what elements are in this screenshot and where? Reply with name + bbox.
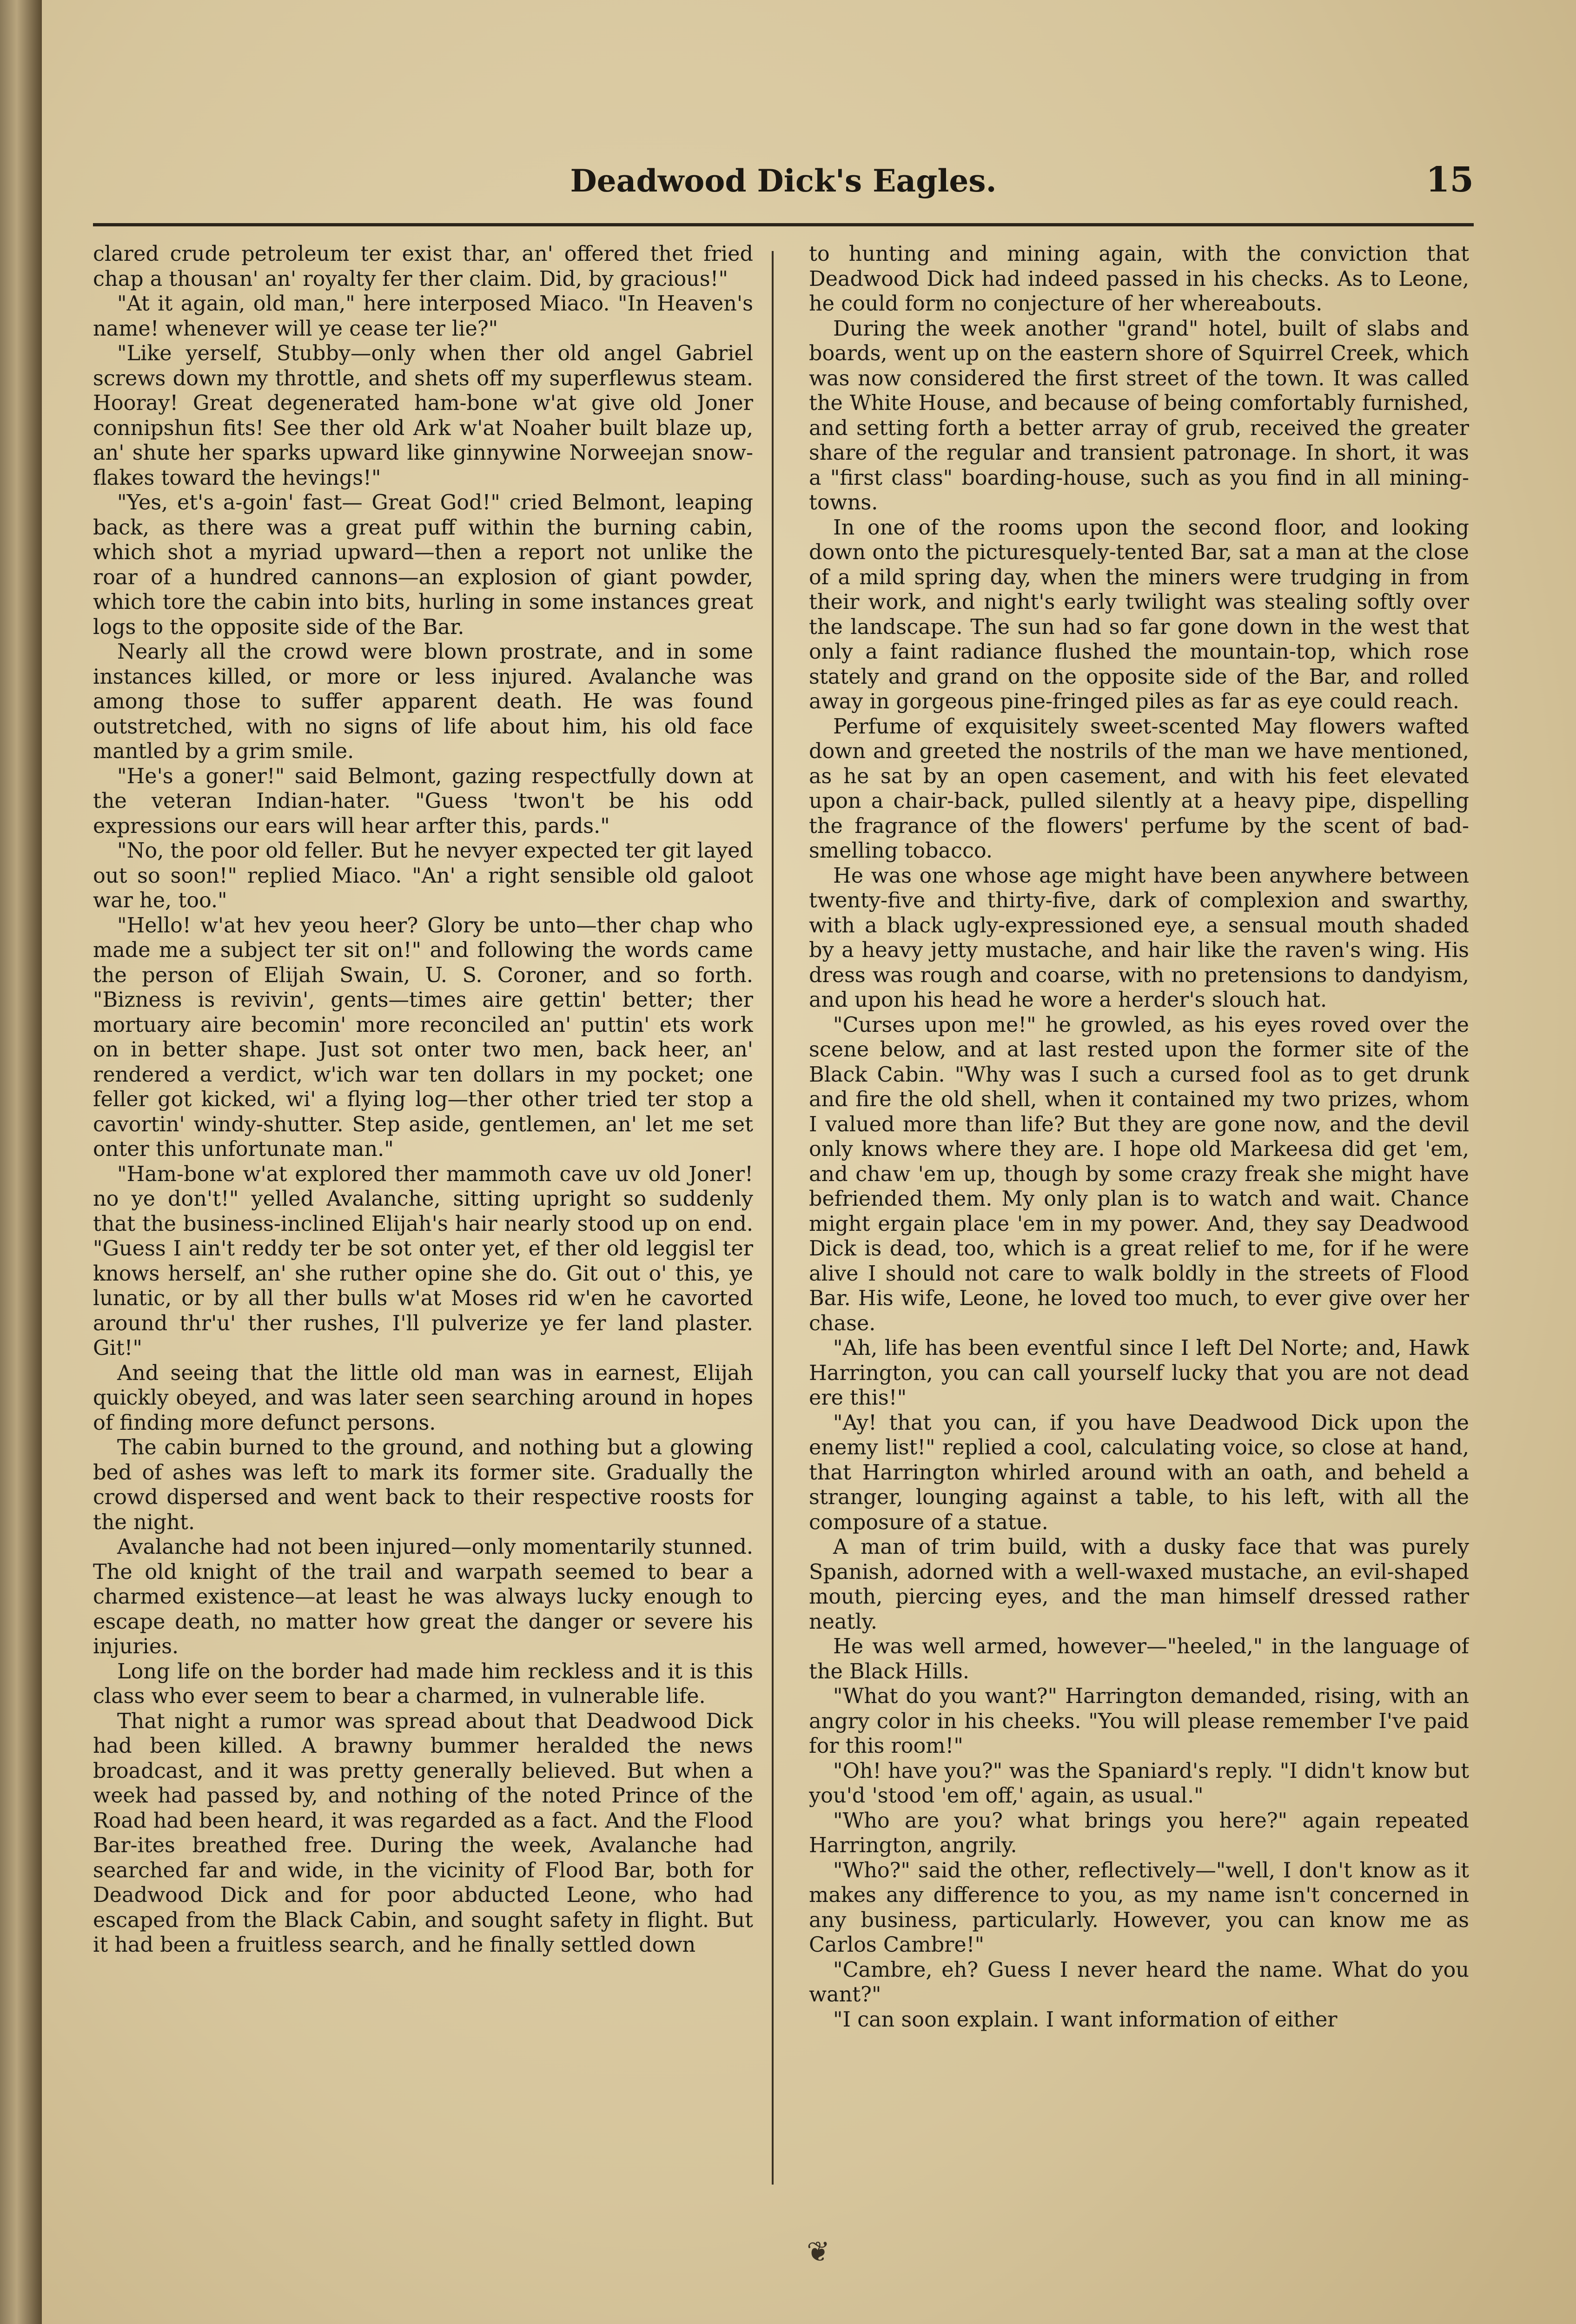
paragraph: The cabin burned to the ground, and nothing but a glowing bed of ashes was left to mark its former site. Gradually the crowd dispersed and went back to their respective roosts for the night. [93, 1436, 753, 1534]
paragraph: "Yes, et's a-goin' fast— Great God!" cried Belmont, leaping back, as there was a great puff within the burning cabin, which shot a myriad upward—then a report not unlike the roar of a hundred cannons—an explosion of giant powder, which tore the cabin into bits, hurling in some instances great logs to the opposite side of the Bar. [93, 491, 753, 639]
paragraph: "Cambre, eh? Guess I never heard the name. What do you want?" [809, 1958, 1469, 2007]
paragraph: "Curses upon me!" he growled, as his eyes roved over the scene below, and at last rested upon the former site of the Black Cabin. "Why was I such a cursed fool as to get drunk and fire the old shell, when it contained my two prizes, whom I valued more than life? But they are gone now, and the devil only knows where they are. I hope old Markeesa did get 'em, and chaw 'em up, though by some crazy freak she might have befriended them. My only plan is to watch and wait. Chance might ergain place 'em in my power. And, they say Deadwood Dick is dead, too, which is a great relief to me, for if he were alive I should not care to walk boldly in the streets of Flood Bar. His wife, Leone, he loved too much, to ever give over her chase. [809, 1013, 1469, 1335]
left-page-edge [0, 0, 42, 2324]
printer-ornament: ❦ [807, 2236, 830, 2268]
paragraph: "Ay! that you can, if you have Deadwood Dick upon the enemy list!" replied a cool, calculating voice, so close at hand, that Harrington whirled around with an oath, and beheld a stranger, lounging against a table, to his left, with all the composure of a statue. [809, 1411, 1469, 1534]
paragraph: to hunting and mining again, with the conviction that Deadwood Dick had indeed passed in his checks. As to Leone, he could form no conjecture of her whereabouts. [809, 242, 1469, 316]
paragraph: Long life on the border had made him reckless and it is this class who ever seem to bear a charmed, in vulnerable life. [93, 1659, 753, 1708]
paragraph: Avalanche had not been injured—only momentarily stunned. The old knight of the trail and warpath seemed to bear a charmed existence—at least he was always lucky enough to escape death, no matter how great the danger or severe his injuries. [93, 1535, 753, 1658]
paragraph: "Oh! have you?" was the Spaniard's reply. "I didn't know but you'd 'stood 'em off,' again, as usual." [809, 1759, 1469, 1808]
running-title: Deadwood Dick's Eagles. [570, 163, 997, 199]
paragraph: "Like yerself, Stubby—only when ther old angel Gabriel screws down my throttle, and shets off my superflewus steam. Hooray! Great degenerated ham-bone w'at give old Joner connipshun fits! See ther old Ark w'at Noaher built blaze up, an' shute her sparks upward like ginnywine Norweejan snow-flakes toward the hevings!" [93, 342, 753, 490]
paragraph: "At it again, old man," here interposed Miaco. "In Heaven's name! whenever will ye cease ter lie?" [93, 292, 753, 341]
paragraph: He was one whose age might have been anywhere between twenty-five and thirty-five, dark of complexion and swarthy, with a black ugly-expressioned eye, a sensual mouth shaded by a heavy jetty mustache, and hair like the raven's wing. His dress was rough and coarse, with no pretensions to dandyism, and upon his head he wore a herder's slouch hat. [809, 864, 1469, 1012]
paragraph: During the week another "grand" hotel, built of slabs and boards, went up on the eastern shore of Squirrel Creek, which was now considered the first street of the town. It was called the White House, and because of being comfortably furnished, and setting forth a better array of grub, received the greater share of the regular and transient patronage. In short, it was a "first class" boarding-house, such as you find in all mining-towns. [809, 317, 1469, 515]
page-number: 15 [1426, 160, 1474, 200]
paragraph: "Ah, life has been eventful since I left Del Norte; and, Hawk Harrington, you can call yourself lucky that you are not dead ere this!" [809, 1336, 1469, 1410]
magazine-page [42, 0, 1576, 2324]
paragraph: A man of trim build, with a dusky face that was purely Spanish, adorned with a well-waxed mustache, an evil-shaped mouth, piercing eyes, and the man himself dressed rather neatly. [809, 1535, 1469, 1634]
paragraph: clared crude petroleum ter exist thar, an' offered thet fried chap a thousan' an' royalty fer ther claim. Did, by gracious!" [93, 242, 753, 291]
paragraph: "Ham-bone w'at explored ther mammoth cave uv old Joner! no ye don't!" yelled Avalanche, sitting upright so suddenly that the business-inclined Elijah's hair nearly stood up on end. "Guess I ain't reddy ter be sot onter yet, ef ther old leggisl ter knows herself, an' she ruther opine she do. Git out o' this, ye lunatic, or by all ther bulls w'at Moses rid w'en he cavorted around thr'u' ther rushes, I'll pulverize ye fer land plaster. Git!" [93, 1162, 753, 1360]
right-column [809, 242, 1469, 2194]
paragraph: "He's a goner!" said Belmont, gazing respectfully down at the veteran Indian-hater. "Guess 'twon't be his odd expressions our ears will hear arfter this, pards." [93, 764, 753, 838]
header-rule [93, 223, 1474, 226]
paragraph: "Who are you? what brings you here?" again repeated Harrington, angrily. [809, 1809, 1469, 1857]
paragraph: And seeing that the little old man was in earnest, Elijah quickly obeyed, and was later seen searching around in hopes of finding more defunct persons. [93, 1361, 753, 1435]
paragraph: "No, the poor old feller. But he nevyer expected ter git layed out so soon!" replied Miaco. "An' a right sensible old galoot war he, too." [93, 839, 753, 912]
page-header [93, 153, 1474, 218]
paragraph: That night a rumor was spread about that Deadwood Dick had been killed. A brawny bummer heralded the news broadcast, and it was pretty generally believed. But when a week had passed by, and nothing of the noted Prince of the Road had been heard, it was regarded as a fact. And the Flood Bar-ites breathed free. During the week, Avalanche had searched far and wide, in the vicinity of Flood Bar, both for Deadwood Dick and for poor abducted Leone, who had escaped from the Black Cabin, and sought safety in flight. But it had been a fruitless search, and he finally settled down [93, 1709, 753, 1957]
paragraph: "Who?" said the other, reflectively—"well, I don't know as it makes any difference to you, as my name isn't concerned in any business, particularly. However, you can know me as Carlos Cambre!" [809, 1858, 1469, 1957]
paragraph: Perfume of exquisitely sweet-scented May flowers wafted down and greeted the nostrils of the man we have mentioned, as he sat by an open casement, and with his feet elevated upon a chair-back, pulled silently at a heavy pipe, dispelling the fragrance of the flowers' perfume by the scent of bad-smelling tobacco. [809, 714, 1469, 863]
paragraph: "Hello! w'at hev yeou heer? Glory be unto—ther chap who made me a subject ter sit on!" and following the words came the person of Elijah Swain, U. S. Coroner, and so forth. "Bizness is revivin', gents—times aire gettin' better; ther mortuary aire becomin' more reconciled an' puttin' ets work on in better shape. Just sot onter two men, back heer, an' rendered a verdict, w'ich war ten dollars in my pocket; one feller got kicked, wi' a flying log—ther other tried ter stop a cavortin' windy-shutter. Step aside, gentlemen, an' let me set onter this unfortunate man." [93, 913, 753, 1161]
column-divider [772, 251, 774, 2185]
paragraph: He was well armed, however—"heeled," in the language of the Black Hills. [809, 1635, 1469, 1684]
paragraph: Nearly all the crowd were blown prostrate, and in some instances killed, or more or less injured. Avalanche was among those to suffer apparent death. He was found outstretched, with no signs of life about him, his old face mantled by a grim smile. [93, 640, 753, 763]
left-column [93, 242, 753, 2194]
paragraph: In one of the rooms upon the second floor, and looking down onto the picturesquely-tented Bar, sat a man at the close of a mild spring day, when the miners were trudging in from their work, and night's early twilight was stealing softly over the landscape. The sun had so far gone down in the west that only a faint radiance flushed the mountain-top, which rose stately and grand on the opposite side of the Bar, and rolled away in gorgeous pine-fringed piles as far as eye could reach. [809, 515, 1469, 713]
paragraph: "I can soon explain. I want information of either [833, 2007, 1338, 2032]
paragraph: "What do you want?" Harrington demanded, rising, with an angry color in his cheeks. "You will please remember I've paid for this room!" [809, 1684, 1469, 1758]
